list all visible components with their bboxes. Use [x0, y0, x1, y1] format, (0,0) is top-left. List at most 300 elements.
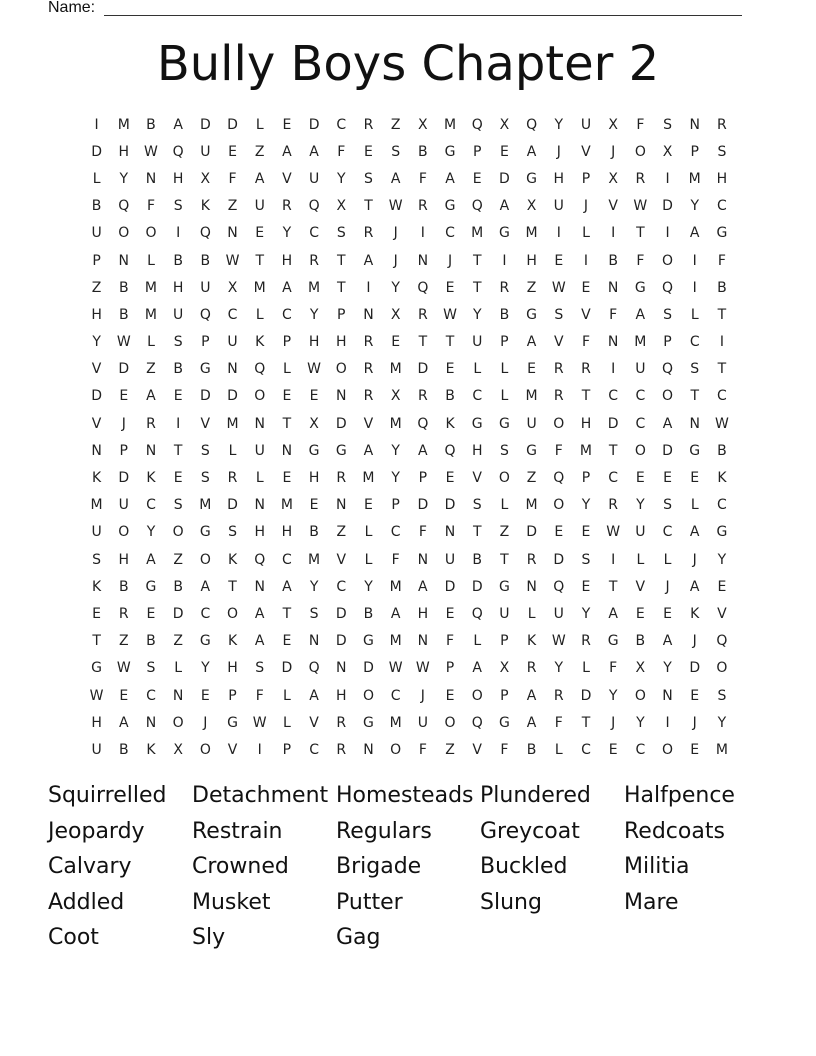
grid-letter: F [418, 170, 427, 187]
grid-letter: O [118, 225, 130, 242]
grid-letter: T [690, 388, 699, 405]
grid-letter: Y [201, 660, 210, 677]
grid-letter: Q [308, 198, 320, 215]
grid-letter: E [228, 143, 237, 160]
grid-letter: M [579, 442, 593, 459]
grid-letter: S [364, 170, 373, 187]
grid-letter: E [119, 388, 129, 405]
grid-letter: B [526, 741, 537, 758]
grid-letter: A [608, 605, 618, 622]
grid-letter: Y [663, 660, 672, 677]
grid-letter: D [580, 687, 592, 704]
grid-letter: H [336, 334, 347, 351]
name-field [48, 0, 742, 18]
word-list-item: Coot [48, 925, 99, 951]
grid-letter: E [282, 116, 292, 133]
grid-letter: K [200, 198, 210, 215]
grid-letter: U [254, 442, 265, 459]
grid-letter: E [173, 388, 183, 405]
grid-letter: A [363, 252, 374, 269]
grid-letter: Q [444, 442, 456, 459]
grid-letter: S [200, 470, 210, 487]
grid-letter: T [92, 633, 101, 650]
grid-letter: D [199, 116, 211, 133]
grid-letter: P [690, 143, 699, 160]
grid-letter: J [692, 714, 697, 731]
grid-letter: M [715, 741, 728, 758]
grid-letter: A [662, 415, 673, 432]
grid-letter: M [688, 170, 701, 187]
grid-letter: N [363, 306, 374, 323]
word-list-item: Gag [336, 925, 381, 951]
grid-letter: R [717, 116, 727, 133]
grid-letter: B [173, 361, 183, 378]
grid-letter: R [526, 660, 537, 677]
grid-letter: P [472, 143, 482, 160]
grid-letter: X [227, 279, 238, 296]
grid-letter: K [690, 605, 700, 622]
grid-letter: I [176, 225, 181, 242]
grid-letter: M [199, 497, 212, 514]
grid-letter: B [445, 388, 455, 405]
grid-letter: U [444, 551, 456, 568]
grid-letter: V [635, 578, 646, 595]
grid-letter: Y [119, 170, 129, 187]
grid-letter: A [499, 198, 510, 215]
grid-letter: Z [173, 551, 183, 568]
grid-letter: U [91, 741, 102, 758]
grid-letter: P [581, 170, 591, 187]
grid-letter: B [146, 633, 156, 650]
grid-letter: N [607, 334, 619, 351]
grid-letter: Y [391, 470, 400, 487]
grid-letter: J [447, 252, 453, 269]
grid-letter: V [472, 741, 482, 758]
grid-row [83, 111, 736, 138]
grid-letter: M [389, 578, 402, 595]
grid-letter: T [608, 442, 618, 459]
grid-letter: O [145, 225, 157, 242]
grid-letter: V [336, 551, 347, 568]
grid-letter: Q [716, 633, 728, 650]
grid-letter: E [472, 170, 482, 187]
grid-letter: L [690, 497, 699, 514]
grid-letter: M [144, 306, 158, 323]
grid-letter: L [92, 170, 101, 187]
grid-letter: I [719, 334, 724, 351]
grid-letter: E [119, 687, 129, 704]
word-list-item: Mare [624, 889, 679, 915]
grid-letter: R [499, 279, 510, 296]
grid-letter: A [526, 687, 537, 704]
grid-letter: N [145, 714, 157, 731]
grid-letter: N [227, 225, 238, 242]
grid-letter: E [282, 388, 292, 405]
grid-letter: R [118, 605, 129, 622]
grid-letter: N [145, 170, 157, 187]
grid-letter: E [635, 605, 645, 622]
grid-letter: F [609, 306, 618, 323]
grid-letter: N [417, 551, 429, 568]
grid-letter: B [472, 551, 483, 568]
grid-letter: B [91, 198, 102, 215]
grid-letter: R [282, 198, 292, 215]
grid-letter: N [689, 116, 700, 133]
grid-letter: K [92, 470, 102, 487]
grid-letter: B [200, 252, 211, 269]
grid-letter: C [689, 334, 700, 351]
word-list-item: Crowned [192, 854, 289, 880]
grid-letter: H [172, 170, 184, 187]
grid-letter: Y [309, 306, 319, 323]
grid-letter: E [173, 470, 183, 487]
grid-letter: R [146, 415, 156, 432]
grid-letter: A [254, 605, 265, 622]
grid-letter: H [580, 415, 592, 432]
grid-letter: A [254, 633, 265, 650]
grid-letter: D [471, 578, 483, 595]
grid-letter: N [417, 252, 429, 269]
grid-letter: I [502, 252, 507, 269]
grid-letter: A [689, 524, 700, 541]
grid-letter: D [662, 198, 673, 215]
grid-letter: X [390, 306, 401, 323]
grid-letter: O [362, 687, 374, 704]
grid-letter: T [445, 334, 455, 351]
grid-letter: D [335, 633, 347, 650]
grid-letter: T [364, 198, 373, 215]
grid-letter: X [309, 415, 319, 432]
grid-letter: L [636, 551, 645, 568]
grid-letter: Z [118, 633, 129, 650]
grid-letter: U [200, 143, 211, 160]
grid-letter: S [336, 225, 346, 242]
grid-letter: I [257, 741, 262, 758]
grid-letter: C [608, 388, 619, 405]
grid-letter: K [146, 741, 156, 758]
grid-letter: G [607, 633, 619, 650]
grid-letter: R [553, 687, 564, 704]
grid-letter: O [471, 687, 483, 704]
grid-letter: R [363, 388, 374, 405]
grid-letter: L [364, 524, 373, 541]
grid-letter: R [581, 633, 591, 650]
grid-letter: G [199, 361, 211, 378]
grid-letter: G [526, 170, 538, 187]
grid-letter: D [91, 143, 102, 160]
grid-letter: S [663, 306, 672, 323]
grid-letter: U [91, 524, 102, 541]
page-title: Bully Boys Chapter 2 [156, 36, 660, 92]
grid-letter: X [608, 116, 618, 133]
grid-letter: U [553, 198, 564, 215]
grid-letter: C [146, 687, 156, 704]
grid-letter: L [473, 633, 482, 650]
grid-letter: P [228, 687, 237, 704]
grid-letter: N [336, 497, 347, 514]
grid-letter: L [582, 225, 590, 242]
grid-letter: D [526, 524, 537, 541]
grid-letter: G [634, 279, 646, 296]
grid-letter: T [337, 279, 346, 296]
grid-letter: Z [146, 361, 156, 378]
grid-letter: M [389, 714, 402, 731]
grid-letter: F [581, 334, 590, 351]
grid-letter: E [554, 524, 564, 541]
grid-letter: F [554, 714, 563, 731]
grid-letter: E [391, 334, 401, 351]
grid-letter: G [471, 415, 483, 432]
grid-letter: L [364, 551, 373, 568]
grid-letter: W [443, 306, 457, 323]
grid-letter: R [417, 388, 428, 405]
grid-letter: S [690, 361, 700, 378]
grid-letter: O [662, 252, 674, 269]
grid-letter: H [417, 605, 429, 622]
grid-letter: W [307, 361, 322, 378]
grid-letter: N [417, 633, 429, 650]
grid-letter: P [119, 442, 128, 459]
grid-letter: A [526, 334, 537, 351]
grid-row [83, 546, 736, 573]
grid-letter: M [525, 225, 538, 242]
grid-letter: T [418, 334, 428, 351]
grid-letter: Y [391, 442, 400, 459]
grid-letter: N [689, 415, 700, 432]
grid-letter: A [173, 116, 183, 133]
grid-letter: S [173, 334, 183, 351]
grid-letter: A [146, 388, 156, 405]
grid-row [83, 165, 736, 192]
grid-letter: W [116, 334, 131, 351]
grid-letter: R [417, 306, 428, 323]
grid-letter: B [118, 578, 129, 595]
grid-letter: S [499, 442, 509, 459]
grid-letter: O [390, 741, 402, 758]
grid-letter: K [146, 470, 156, 487]
grid-letter: E [690, 470, 700, 487]
grid-letter: B [608, 252, 618, 269]
grid-letter: O [634, 687, 646, 704]
grid-letter: M [362, 470, 375, 487]
grid-letter: T [472, 524, 482, 541]
grid-letter: E [309, 497, 319, 514]
grid-letter: Y [717, 551, 727, 568]
grid-letter: L [147, 252, 155, 269]
grid-letter: S [173, 198, 183, 215]
grid-letter: O [254, 388, 266, 405]
grid-letter: L [255, 116, 264, 133]
name-underline [104, 15, 742, 16]
grid-letter: L [255, 306, 264, 323]
grid-letter: D [227, 497, 238, 514]
grid-letter: E [690, 687, 700, 704]
grid-letter: E [445, 470, 455, 487]
grid-letter: W [714, 415, 729, 432]
grid-letter: L [283, 687, 291, 704]
grid-letter: J [420, 687, 425, 704]
grid-letter: L [147, 334, 155, 351]
grid-letter: Z [254, 143, 265, 160]
grid-row [83, 247, 736, 274]
word-list-item: Jeopardy [48, 818, 145, 844]
grid-letter: Q [471, 605, 483, 622]
grid-letter: G [526, 442, 538, 459]
grid-letter: D [172, 605, 184, 622]
grid-letter: M [389, 633, 402, 650]
grid-letter: N [336, 660, 347, 677]
grid-letter: G [498, 578, 510, 595]
grid-letter: E [92, 605, 102, 622]
grid-letter: Y [554, 116, 564, 133]
grid-letter: V [200, 415, 211, 432]
grid-letter: V [553, 334, 564, 351]
grid-letter: O [444, 714, 456, 731]
grid-letter: D [417, 361, 429, 378]
word-list-item: Restrain [192, 818, 283, 844]
grid-letter: C [309, 225, 319, 242]
grid-letter: U [118, 497, 129, 514]
grid-letter: W [551, 279, 566, 296]
grid-letter: G [227, 714, 238, 731]
grid-letter: W [116, 660, 131, 677]
grid-letter: D [444, 497, 456, 514]
grid-letter: A [146, 551, 156, 568]
grid-letter: Q [118, 198, 130, 215]
grid-letter: E [608, 741, 618, 758]
grid-letter: X [526, 198, 537, 215]
grid-row [83, 682, 736, 709]
grid-letter: A [418, 578, 428, 595]
grid-letter: T [173, 442, 183, 459]
grid-letter: T [472, 252, 482, 269]
grid-letter: P [282, 334, 292, 351]
grid-letter: L [283, 714, 291, 731]
grid-letter: J [692, 551, 697, 568]
grid-letter: Q [553, 470, 565, 487]
grid-letter: K [227, 551, 238, 568]
grid-letter: V [608, 198, 618, 215]
grid-letter: N [91, 442, 102, 459]
grid-letter: S [581, 551, 591, 568]
grid-letter: R [608, 497, 619, 514]
grid-letter: F [146, 198, 155, 215]
grid-letter: K [717, 470, 727, 487]
grid-letter: P [581, 470, 591, 487]
grid-letter: A [200, 578, 211, 595]
grid-letter: X [635, 660, 646, 677]
grid-letter: U [635, 361, 646, 378]
grid-letter: J [665, 578, 670, 595]
grid-row [83, 600, 736, 627]
grid-letter: P [201, 334, 210, 351]
grid-letter: I [583, 252, 589, 269]
grid-letter: N [118, 252, 130, 269]
grid-letter: F [636, 116, 645, 133]
grid-letter: O [335, 361, 347, 378]
grid-letter: K [227, 633, 238, 650]
grid-letter: X [662, 143, 673, 160]
grid-letter: K [445, 415, 455, 432]
grid-letter: Y [554, 660, 564, 677]
grid-letter: C [227, 306, 238, 323]
grid-letter: R [336, 714, 347, 731]
grid-letter: Y [717, 714, 727, 731]
grid-letter: D [281, 660, 293, 677]
grid-letter: R [553, 361, 564, 378]
grid-letter: B [363, 605, 374, 622]
grid-letter: L [554, 741, 563, 758]
grid-letter: H [172, 279, 184, 296]
grid-row [83, 464, 736, 491]
grid-letter: R [227, 470, 238, 487]
grid-letter: U [91, 225, 102, 242]
grid-letter: B [717, 279, 727, 296]
grid-letter: E [309, 388, 319, 405]
word-list-item: Homesteads [336, 783, 474, 808]
word-list-item: Halfpence [624, 783, 735, 808]
grid-letter: C [635, 388, 646, 405]
word-list-item: Plundered [480, 783, 591, 808]
grid-letter: N [607, 279, 619, 296]
grid-letter: D [335, 415, 347, 432]
grid-letter: Z [390, 116, 401, 133]
grid-letter: C [472, 388, 483, 405]
grid-letter: R [417, 198, 428, 215]
grid-letter: O [553, 497, 565, 514]
grid-letter: A [282, 578, 292, 595]
word-list-item: Putter [336, 889, 403, 915]
grid-row [83, 274, 736, 301]
grid-row [83, 220, 736, 247]
grid-letter: N [254, 578, 265, 595]
grid-letter: J [121, 415, 126, 432]
grid-letter: W [89, 687, 104, 704]
grid-letter: Q [662, 361, 674, 378]
grid-letter: W [633, 198, 648, 215]
grid-row [83, 709, 736, 736]
grid-letter: H [118, 551, 130, 568]
grid-letter: T [636, 225, 645, 242]
grid-letter: H [254, 524, 265, 541]
word-list-item: Squirrelled [48, 783, 167, 808]
grid-row [83, 356, 736, 383]
grid-letter: E [581, 524, 591, 541]
grid-letter: Q [254, 361, 266, 378]
grid-letter: R [363, 334, 374, 351]
grid-letter: P [500, 687, 509, 704]
grid-letter: Z [499, 524, 510, 541]
grid-row [83, 628, 736, 655]
grid-letter: B [309, 524, 319, 541]
grid-letter: G [444, 143, 456, 160]
grid-letter: S [472, 497, 482, 514]
grid-letter: A [390, 170, 401, 187]
grid-letter: Q [172, 143, 184, 160]
grid-letter: G [498, 415, 510, 432]
grid-letter: W [252, 714, 267, 731]
grid-letter: V [309, 714, 319, 731]
grid-letter: E [364, 497, 373, 514]
word-list-item: Musket [192, 889, 271, 915]
grid-letter: X [200, 170, 211, 187]
grid-letter: O [553, 415, 565, 432]
grid-letter: I [611, 361, 616, 378]
grid-letter: I [692, 279, 697, 296]
grid-letter: C [717, 497, 727, 514]
grid-letter: Z [526, 279, 537, 296]
grid-letter: X [418, 116, 428, 133]
